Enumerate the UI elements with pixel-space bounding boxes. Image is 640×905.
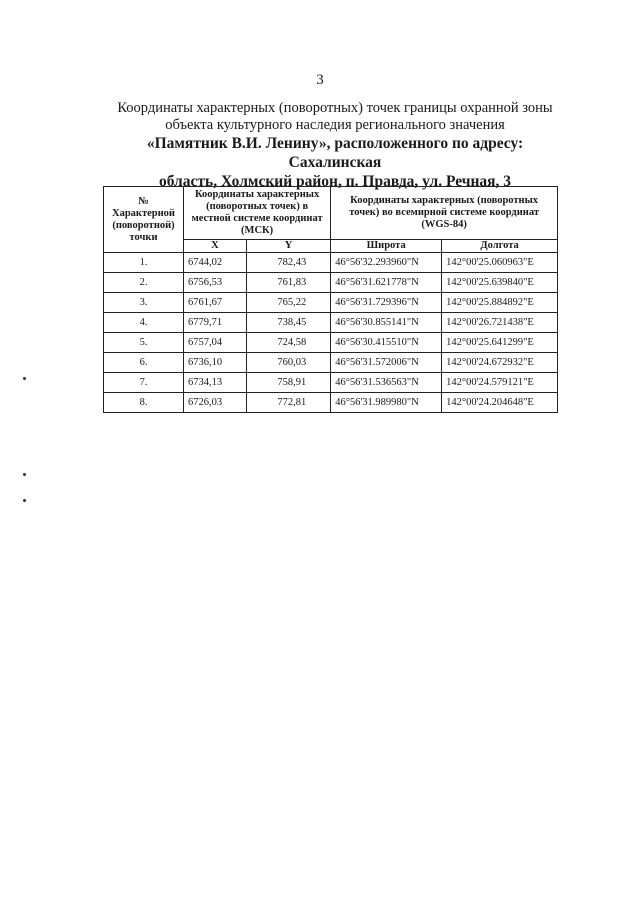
cell-latitude: 46°56'30.415510"N (331, 333, 442, 353)
cell-point-number: 5. (104, 333, 184, 353)
heading-line-2: объекта культурного наследия регионального значения (165, 117, 505, 133)
heading-line-1: Координаты характерных (поворотных) точек границы охранной зоны (117, 100, 553, 116)
cell-longitude: 142°00'24.672932"E (442, 353, 558, 373)
header-num-line-4: точки (129, 231, 158, 243)
table-row (104, 253, 558, 273)
header-col-longitude: Долгота (442, 240, 558, 253)
page-number: 3 (316, 72, 324, 88)
table-row (104, 353, 558, 373)
cell-x: 6726,03 (184, 393, 247, 413)
cell-x: 6734,13 (184, 373, 247, 393)
cell-point-number: 7. (104, 373, 184, 393)
coordinates-table (103, 186, 558, 413)
cell-point-number: 4. (104, 313, 184, 333)
header-col-latitude: Широта (331, 240, 442, 253)
scan-speck (23, 473, 26, 476)
table-row (104, 273, 558, 293)
cell-x: 6761,67 (184, 293, 247, 313)
header-point-number (104, 187, 184, 253)
cell-y: 724,58 (246, 333, 330, 353)
table-row (104, 293, 558, 313)
table-row (104, 393, 558, 413)
cell-longitude: 142°00'26.721438"E (442, 313, 558, 333)
cell-latitude: 46°56'31.572006"N (331, 353, 442, 373)
header-wgs-coordinates: Координаты характерных (поворотных точек) во всемирной системе координат (WGS-84) (331, 187, 558, 240)
cell-longitude: 142°00'25.884892"E (442, 293, 558, 313)
cell-x: 6779,71 (184, 313, 247, 333)
table-row (104, 333, 558, 353)
cell-point-number: 2. (104, 273, 184, 293)
cell-latitude: 46°56'31.621778"N (331, 273, 442, 293)
cell-latitude: 46°56'31.989980"N (331, 393, 442, 413)
header-num-line-3: (поворотной) (112, 219, 175, 231)
cell-longitude: 142°00'25.060963"E (442, 253, 558, 273)
cell-latitude: 46°56'31.729396"N (331, 293, 442, 313)
header-col-y: Y (246, 240, 330, 253)
cell-y: 760,03 (246, 353, 330, 373)
cell-latitude: 46°56'30.855141"N (331, 313, 442, 333)
cell-y: 765,22 (246, 293, 330, 313)
table-body (104, 253, 558, 413)
cell-y: 738,45 (246, 313, 330, 333)
cell-x: 6744,02 (184, 253, 247, 273)
cell-y: 782,43 (246, 253, 330, 273)
cell-longitude: 142°00'25.639840"E (442, 273, 558, 293)
header-num-line-2: Характерной (112, 207, 175, 219)
header-col-x: X (184, 240, 247, 253)
table-row (104, 313, 558, 333)
cell-longitude: 142°00'25.641299"E (442, 333, 558, 353)
cell-latitude: 46°56'31.536563"N (331, 373, 442, 393)
cell-y: 761,83 (246, 273, 330, 293)
cell-x: 6757,04 (184, 333, 247, 353)
document-heading (100, 100, 570, 191)
heading-line-3: «Памятник В.И. Ленину», расположенного по адресу: Сахалинская (146, 135, 524, 171)
cell-point-number: 8. (104, 393, 184, 413)
cell-longitude: 142°00'24.204648"E (442, 393, 558, 413)
header-num-line-1: № (138, 195, 149, 207)
cell-longitude: 142°00'24.579121"E (442, 373, 558, 393)
cell-x: 6736,10 (184, 353, 247, 373)
table-row (104, 373, 558, 393)
header-msk-coordinates: Координаты характерных (поворотных точек) в местной системе координат (МСК) (184, 187, 331, 240)
cell-x: 6756,53 (184, 273, 247, 293)
cell-latitude: 46°56'32.293960"N (331, 253, 442, 273)
heading-line-4: область, Холмский район, п. Правда, ул. Речная, 3 (158, 173, 512, 190)
cell-point-number: 3. (104, 293, 184, 313)
cell-point-number: 6. (104, 353, 184, 373)
scan-speck (23, 377, 26, 380)
cell-y: 758,91 (246, 373, 330, 393)
cell-point-number: 1. (104, 253, 184, 273)
scan-speck (23, 499, 26, 502)
cell-y: 772,81 (246, 393, 330, 413)
